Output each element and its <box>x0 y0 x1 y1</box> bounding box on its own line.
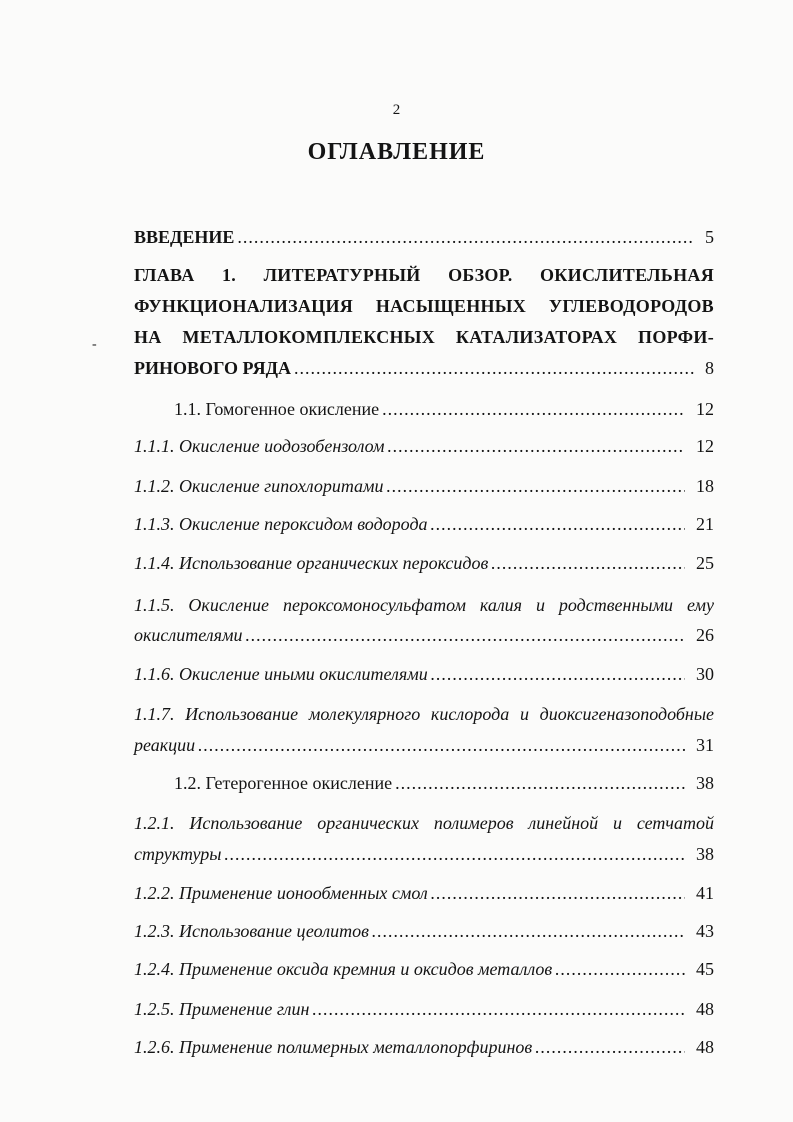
toc-entry-1-2-4[interactable] <box>134 957 714 981</box>
toc-entry-label: 1.2. Гетерогенное окисление <box>174 773 393 793</box>
toc-entry-page: 30 <box>696 664 714 684</box>
leader-dots <box>431 881 685 905</box>
leader-dots <box>372 919 685 943</box>
toc-entry-1-1-4[interactable] <box>134 551 714 575</box>
leader-dots <box>224 842 685 866</box>
toc-entry-label: 1.1.2. Окисление гипохлоритами <box>134 476 384 496</box>
toc-entry-page: 21 <box>696 514 714 534</box>
toc-entry-page: 26 <box>696 625 714 645</box>
toc-entry-1-1-5[interactable] <box>134 623 714 647</box>
leader-dots <box>198 733 685 757</box>
toc-entry-1-1-2[interactable] <box>134 474 714 498</box>
toc-entry-label: 1.2.4. Применение оксида кремния и оксидов металлов <box>134 959 553 979</box>
toc-entry-label: 1.1. Гомогенное окисление <box>174 399 380 419</box>
page-title: ОГЛАВЛЕНИЕ <box>307 139 486 165</box>
toc-entry-label: 1.2.2. Применение ионообменных смол <box>134 883 428 903</box>
toc-entry-label: 1.1.6. Окисление иными окислителями <box>134 664 428 684</box>
leader-dots <box>555 957 685 981</box>
toc-entry-1-2-2[interactable] <box>134 881 714 905</box>
toc-entry-page: 43 <box>696 921 714 941</box>
leader-dots <box>294 356 694 380</box>
toc-entry-label: ВВЕДЕНИЕ <box>134 227 235 247</box>
toc-entry-label: окислителями <box>134 625 243 645</box>
margin-mark: - <box>92 337 97 352</box>
toc-entry-page: 48 <box>696 999 714 1019</box>
toc-entry-label: 1.2.3. Использование цеолитов <box>134 921 369 941</box>
toc-entry-label: 1.1.3. Окисление пероксидом водорода <box>134 514 428 534</box>
leader-dots <box>382 397 685 421</box>
page-number: 2 <box>392 102 401 118</box>
leader-dots <box>395 771 685 795</box>
leader-dots <box>387 474 685 498</box>
toc-entry-label: 1.1.1. Окисление иодозобензолом <box>134 436 385 456</box>
toc-entry-chapter-1[interactable] <box>134 356 714 380</box>
toc-entry-page: 41 <box>696 883 714 903</box>
toc-entry-1-1-1[interactable] <box>134 434 714 458</box>
toc-entry-page: 38 <box>696 773 714 793</box>
toc-entry-page: 12 <box>696 399 714 419</box>
leader-dots <box>431 512 685 536</box>
toc-entry-label: структуры <box>134 844 222 864</box>
toc-entry-label: реакции <box>134 735 196 755</box>
toc-entry-1-1-7[interactable] <box>134 733 714 757</box>
toc-entry-1-1-3[interactable] <box>134 512 714 536</box>
toc-entry-1-2-1-line[interactable]: 1.2.1. Использование органических полимеров линейной и сетчатой <box>134 813 714 833</box>
toc-entry-1-1-6[interactable] <box>134 662 714 686</box>
toc-entry-label: 1.1.4. Использование органических пероксидов <box>134 553 489 573</box>
toc-entry-1-2-5[interactable] <box>134 997 714 1021</box>
toc-chapter-line[interactable]: ГЛАВА 1. ЛИТЕРАТУРНЫЙ ОБЗОР. ОКИСЛИТЕЛЬНАЯ <box>134 265 714 285</box>
toc-entry-1-2-6[interactable] <box>134 1035 714 1059</box>
toc-entry-1-1-5-line[interactable]: 1.1.5. Окисление пероксомоносульфатом калия и родственными ему <box>134 595 714 615</box>
toc-entry-page: 31 <box>696 735 714 755</box>
toc-entry-page: 48 <box>696 1037 714 1057</box>
toc-entry-page: 5 <box>705 227 714 247</box>
leader-dots <box>387 434 685 458</box>
toc-entry-label: 1.2.6. Применение полимерных металлопорфиринов <box>134 1037 533 1057</box>
toc-entry-page: 8 <box>705 358 714 378</box>
toc-entry-page: 45 <box>696 959 714 979</box>
toc-entry-page: 12 <box>696 436 714 456</box>
toc-entry-label: РИНОВОГО РЯДА <box>134 358 291 378</box>
toc-entry-label: 1.2.5. Применение глин <box>134 999 310 1019</box>
toc-entry-1-1[interactable] <box>174 397 714 421</box>
toc-chapter-line[interactable]: НА МЕТАЛЛОКОМПЛЕКСНЫХ КАТАЛИЗАТОРАХ ПОРФИ- <box>134 327 714 347</box>
toc-entry-1-2-3[interactable] <box>134 919 714 943</box>
toc-entry-intro[interactable] <box>134 225 714 249</box>
leader-dots <box>246 623 685 647</box>
toc-entry-1-1-7-line[interactable]: 1.1.7. Использование молекулярного кислорода и диоксигеназоподобные <box>134 704 714 724</box>
leader-dots <box>237 225 694 249</box>
leader-dots <box>491 551 685 575</box>
toc-entry-page: 25 <box>696 553 714 573</box>
leader-dots <box>312 997 685 1021</box>
toc-entry-1-2[interactable] <box>174 771 714 795</box>
toc-entry-page: 38 <box>696 844 714 864</box>
toc-chapter-line[interactable]: ФУНКЦИОНАЛИЗАЦИЯ НАСЫЩЕННЫХ УГЛЕВОДОРОДОВ <box>134 296 714 316</box>
leader-dots <box>535 1035 685 1059</box>
toc-entry-page: 18 <box>696 476 714 496</box>
leader-dots <box>431 662 685 686</box>
toc-entry-1-2-1[interactable] <box>134 842 714 866</box>
